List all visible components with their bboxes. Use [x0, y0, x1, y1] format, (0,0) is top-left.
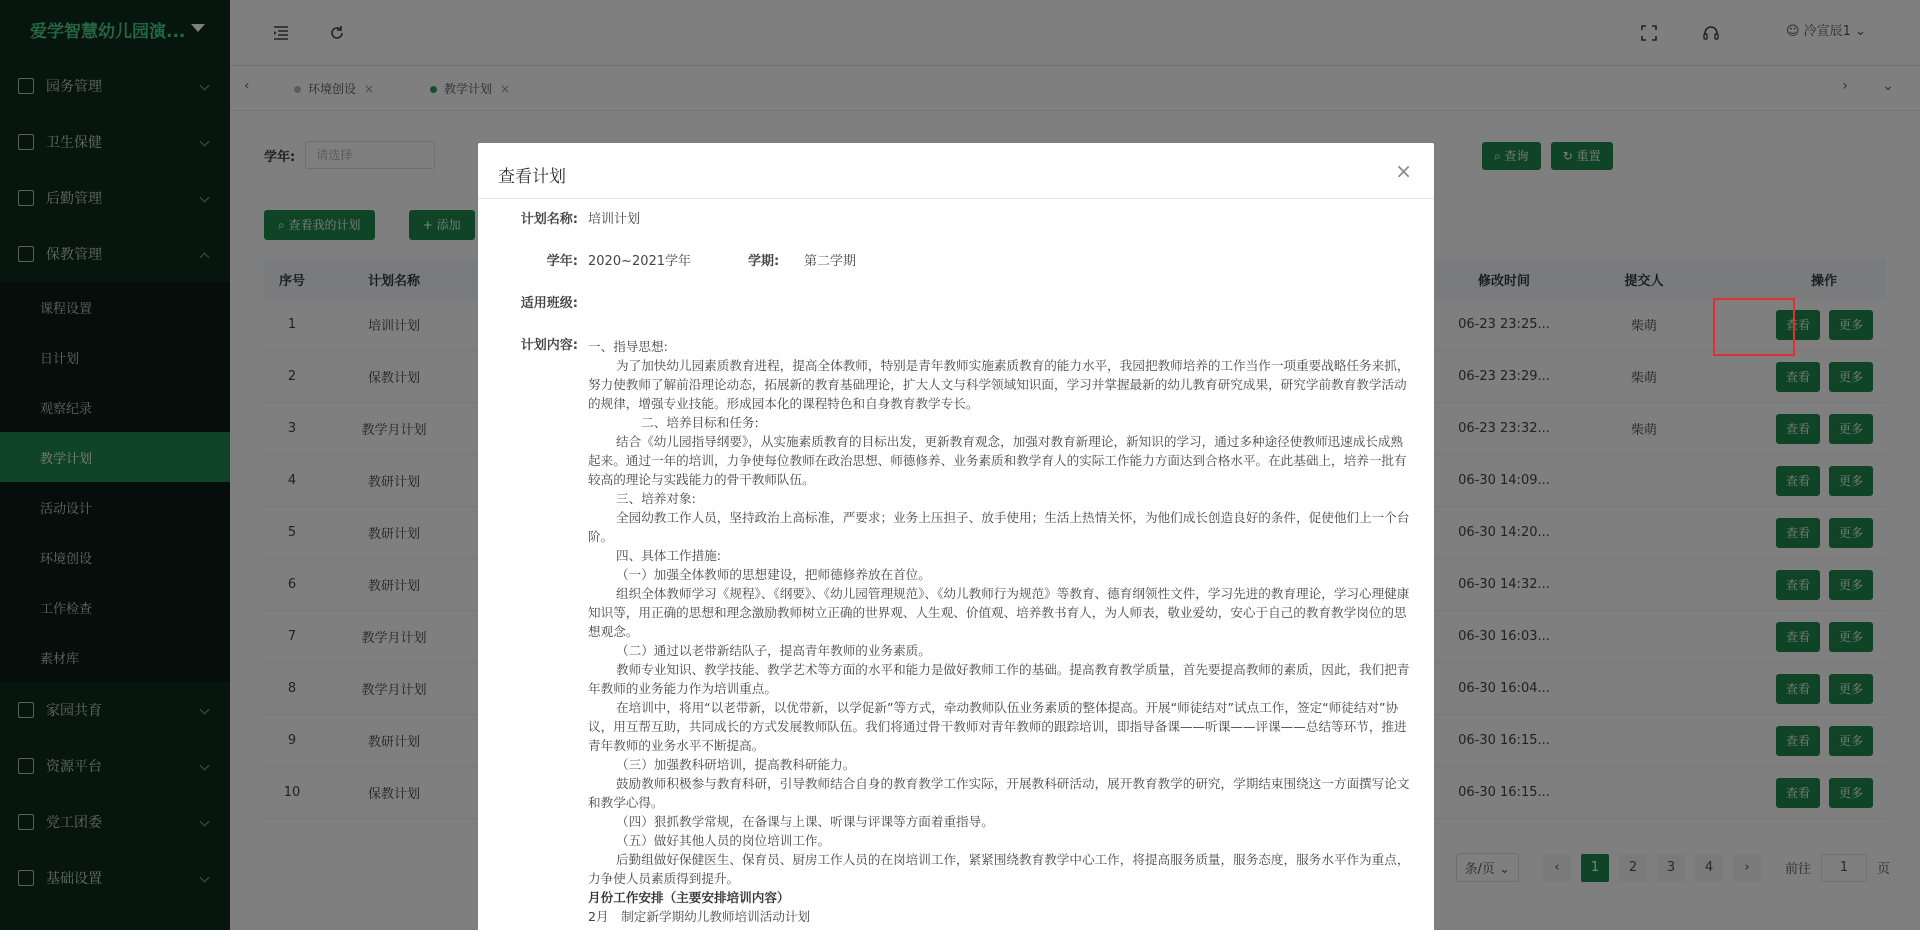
plan-name-label: 计划名称: [520, 212, 578, 227]
class-row [500, 295, 1412, 313]
view-plan-dialog [478, 143, 1434, 930]
term-label: 学期: [748, 254, 780, 269]
plan-heading: 月份工作安排（主要安排培训内容） [588, 890, 790, 905]
class-label: 适用班级: [520, 296, 578, 311]
plan-content [588, 337, 1412, 926]
plan-paragraph: 结合《幼儿园指导纲要》，从实施素质教育的目标出发，更新教育观念，加强对教育新理论，新知识的学习，通过多种途径使教师迅速成长成熟起来。通过一年的培训，力争使每位教师在政治思想、师德修养、业务素质和教学育人的实际工作能力方面达到合格水平。在此基础上，培养一批有较高的理论与实践能力的骨干教师队伍。 [588, 434, 1407, 487]
plan-paragraph: 教师专业知识、教学技能、教学艺术等方面的水平和能力是做好教师工作的基础。提高教育教学质量，首先要提高教师的素质，因此，我们把青年教师的业务能力作为培训重点。 [588, 662, 1410, 696]
plan-paragraph: 一、指导思想: [588, 339, 668, 354]
term-value: 第二学期 [804, 254, 857, 269]
plan-paragraph: 在培训中，将用“以老带新，以优带新，以学促新”等方式，牵动教师队伍业务素质的整体提高。开展“师徒结对”试点工作，签定“师徒结对”协议，用互帮互助，共同成长的方式发展教师队伍。我们将通过骨干教师对青年教师的跟踪培训，即指导备课——听课——评课——总结等环节，推进青年教师的业务水平不断提高。 [588, 700, 1407, 753]
content-row [500, 337, 1412, 926]
school-year-value: 2020~2021学年 [588, 254, 692, 269]
content-label: 计划内容: [520, 338, 578, 353]
plan-name-row [500, 211, 1412, 229]
plan-paragraph: 为了加快幼儿园素质教育进程，提高全体教师，特别是青年教师实施素质教育的能力水平，我园把教师培养的工作当作一项重要战略任务来抓，努力使教师了解前沿理论动态，拓展新的教育基础理论，扩大人文与科学领域知识面，学习并掌握最新的幼儿教育研究成果，研究学前教育教学活动的规律，增强专业技能。形成园本化的课程特色和自身教育教学专长。 [588, 358, 1410, 411]
dialog-header [478, 143, 1434, 199]
school-year-label: 学年: [546, 254, 578, 269]
highlight-box [1713, 298, 1795, 356]
plan-paragraph: 鼓励教师积极参与教育科研，引导教师结合自身的教育教学工作实际，开展教科研活动，展开教育教学的研究，学期结束围绕这一方面撰写论文和教学心得。 [588, 776, 1410, 810]
plan-name-value: 培训计划 [588, 212, 641, 227]
plan-paragraph: 全园幼教工作人员，坚持政治上高标准，严要求；业务上压担子、放手使用；生活上热情关怀，为他们成长创造良好的条件，促使他们上一个台阶。 [588, 510, 1410, 544]
plan-paragraph: （二）通过以老带新结队子，提高青年教师的业务素质。 [616, 643, 931, 658]
plan-paragraph: （四）狠抓教学常规，在备课与上课、听课与评课等方面着重指导。 [616, 814, 994, 829]
plan-paragraph: 组织全体教师学习《规程》、《纲要》、《幼儿园管理规范》、《幼儿教师行为规范》等教育、德育纲领性文件，学习先进的教育理论，学习心理健康知识等，用正确的思想和理念激励教师树立正确的世界观、人生观、价值观、培养教书育人，为人师表，敬业爱幼，安心于自己的教育教学岗位的思想观念。 [588, 586, 1410, 639]
class-value [588, 295, 1412, 313]
plan-paragraph: 四、具体工作措施: [616, 548, 721, 563]
plan-paragraph: 后勤组做好保健医生、保育员、厨房工作人员的在岗培训工作，紧紧围绕教育教学中心工作，将提高服务质量，服务态度，服务水平作为重点，力争使人员素质得到提升。 [588, 852, 1410, 886]
plan-paragraph: （三）加强教科研培训，提高教科研能力。 [616, 757, 856, 772]
plan-paragraph: 二、培养目标和任务: [616, 415, 759, 430]
plan-paragraph [588, 888, 1412, 907]
close-icon[interactable]: × [1395, 159, 1412, 183]
plan-paragraph: （一）加强全体教师的思想建设，把师德修养放在首位。 [616, 567, 931, 582]
dialog-body [478, 199, 1434, 926]
dialog-title: 查看计划 [498, 167, 566, 187]
plan-paragraph: （五）做好其他人员的岗位培训工作。 [616, 833, 831, 848]
year-term-row [500, 253, 1412, 271]
plan-paragraph: 2月 制定新学期幼儿教师培训活动计划 [588, 909, 811, 924]
plan-paragraph: 三、培养对象: [616, 491, 696, 506]
